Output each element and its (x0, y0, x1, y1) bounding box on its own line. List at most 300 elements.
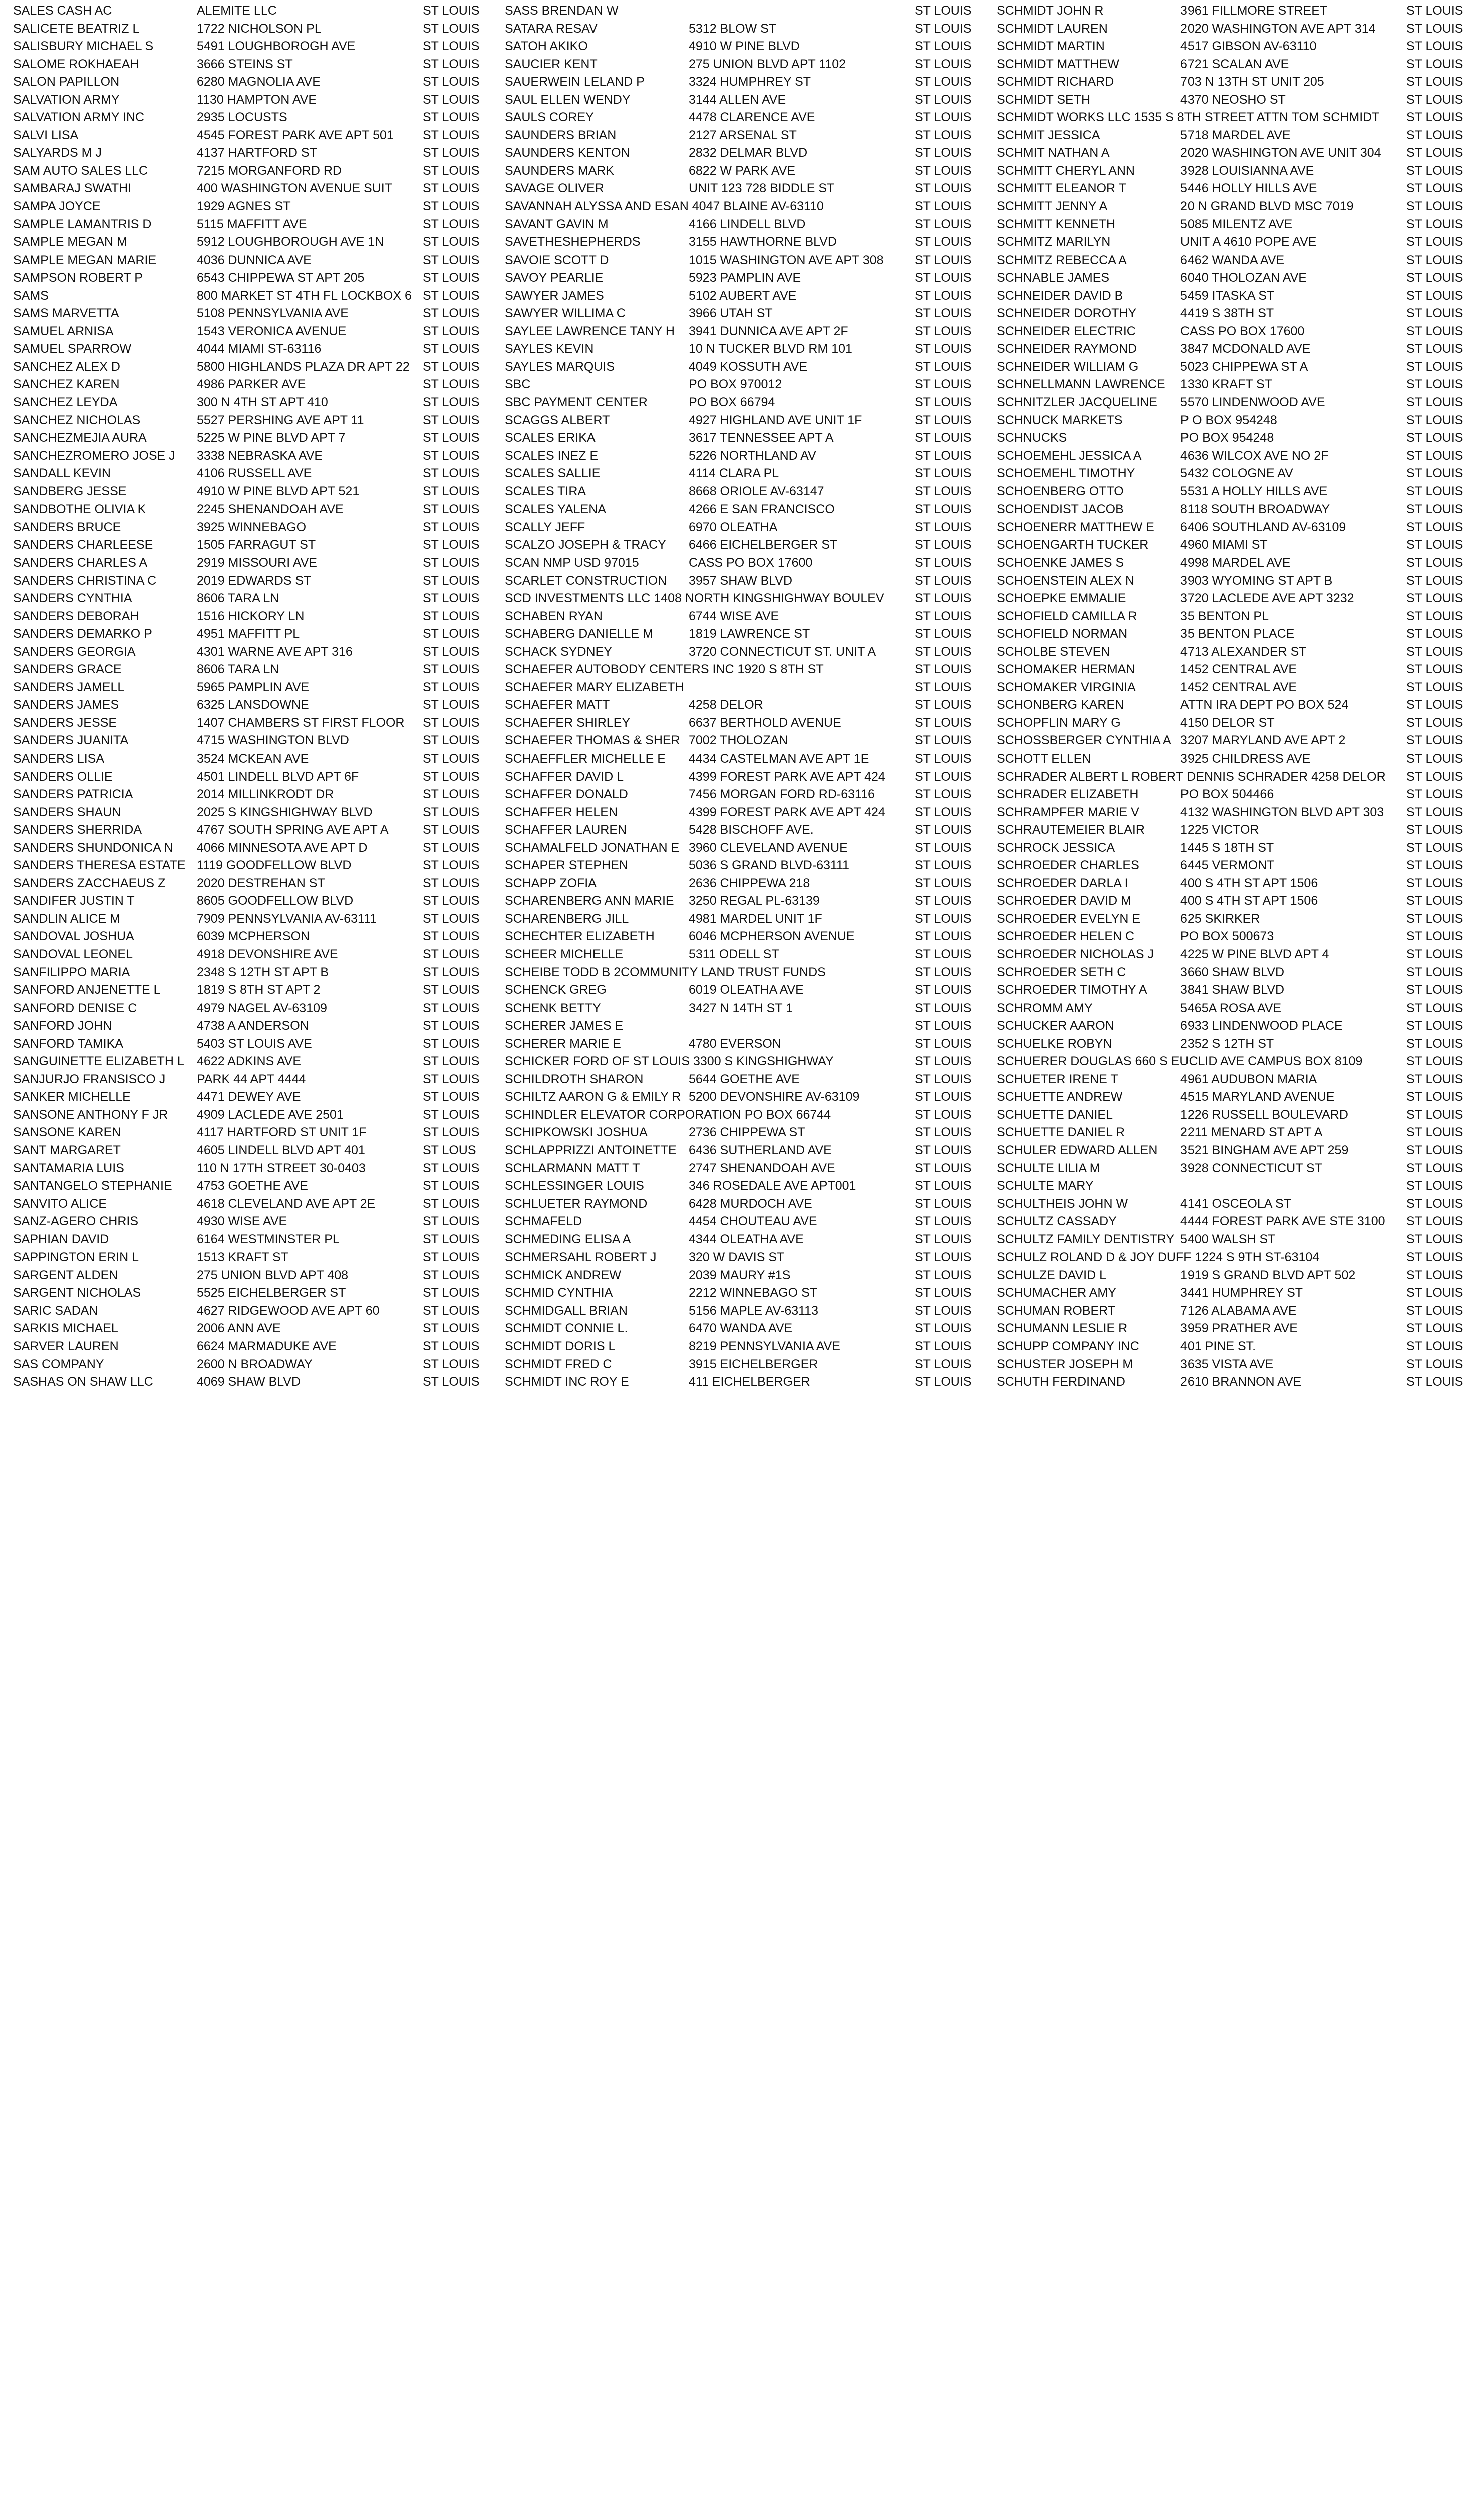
listing-row (505, 536, 986, 554)
owner-address: 2025 S KINGSHIGHWAY BLVD (197, 805, 373, 819)
listing-row (13, 1088, 494, 1106)
owner-address: 4049 KOSSUTH AVE (689, 359, 808, 374)
owner-city: ST LOUIS (423, 1161, 480, 1175)
listing-row (13, 839, 494, 857)
owner-city: ST LOUIS (915, 1161, 972, 1175)
listing-row (505, 839, 986, 857)
listing-row (997, 714, 1477, 732)
owner-city: ST LOUIS (1406, 377, 1463, 392)
listing-row (505, 412, 986, 430)
listing-row (13, 1053, 494, 1071)
listing-row (13, 1177, 494, 1195)
owner-city: ST LOUIS (1406, 1214, 1463, 1229)
owner-name: SAMPA JOYCE (13, 199, 101, 214)
listing-row (997, 964, 1477, 982)
owner-city: ST LOUIS (1406, 57, 1463, 71)
owner-address: 2747 SHENANDOAH AVE (689, 1161, 835, 1175)
listing-row (997, 287, 1477, 305)
owner-city: ST LOUIS (423, 644, 480, 659)
owner-name: SAYLES KEVIN (505, 342, 594, 356)
owner-name: SCHOENGARTH TUCKER (997, 538, 1149, 552)
owner-city: ST LOUIS (915, 733, 972, 748)
owner-name: SCHRAUTEMEIER BLAIR (997, 823, 1145, 837)
listing-row (13, 216, 494, 234)
owner-name: SCHULER EDWARD ALLEN (997, 1143, 1158, 1157)
owner-address: 2211 MENARD ST APT A (1180, 1125, 1323, 1140)
owner-city: ST LOUIS (423, 253, 480, 267)
listing-row (505, 1142, 986, 1160)
owner-name: SCHNUCK MARKETS (997, 413, 1123, 427)
owner-city: ST LOUIS (1406, 448, 1463, 463)
owner-address: CASS PO BOX 17600 (689, 555, 813, 570)
owner-city: ST LOUIS (915, 591, 972, 606)
listing-row (505, 857, 986, 875)
listing-row (505, 1302, 986, 1320)
owner-city: ST LOUIS (1406, 609, 1463, 623)
owner-city: ST LOUIS (423, 395, 480, 410)
listing-row (13, 162, 494, 180)
owner-name: SCHOEMEHL TIMOTHY (997, 466, 1135, 481)
owner-address: 3660 SHAW BLVD (1180, 965, 1285, 979)
owner-address: 4301 WARNE AVE APT 316 (197, 644, 353, 659)
owner-city: ST LOUIS (915, 1268, 972, 1282)
owner-name: SAVANT GAVIN M (505, 217, 609, 231)
owner-city: ST LOUIS (915, 823, 972, 837)
owner-city: ST LOUIS (1406, 751, 1463, 766)
owner-address: 3847 MCDONALD AVE (1180, 342, 1311, 356)
owner-address: 6280 MAGNOLIA AVE (197, 75, 321, 89)
owner-city: ST LOUIS (915, 342, 972, 356)
owner-city: ST LOUIS (1406, 92, 1463, 107)
listing-row (13, 608, 494, 626)
owner-name: SCHROCK JESSICA (997, 840, 1115, 855)
owner-address: 1929 AGNES ST (197, 199, 291, 214)
owner-name: SANTANGELO STEPHANIE (13, 1179, 172, 1193)
owner-name: SCHNEIDER WILLIAM G (997, 359, 1139, 374)
owner-city: ST LOUIS (915, 911, 972, 926)
owner-city: ST LOUIS (1406, 858, 1463, 873)
listing-row (505, 1248, 986, 1267)
owner-city: ST LOUIS (423, 715, 480, 730)
owner-address: 4517 GIBSON AV-63110 (1180, 39, 1317, 54)
owner-name: SANDERS SHAUN (13, 805, 121, 819)
owner-address: 4515 MARYLAND AVENUE (1180, 1090, 1335, 1104)
owner-name: SCHAFFER DAVID L (505, 769, 624, 784)
owner-city: ST LOUIS (423, 502, 480, 517)
listing-row (13, 127, 494, 145)
owner-name: SCHROEDER TIMOTHY A (997, 983, 1147, 997)
owner-address: 4478 CLARENCE AVE (689, 110, 815, 125)
owner-address: 6428 MURDOCH AVE (689, 1196, 812, 1211)
owner-address: 6637 BERTHOLD AVENUE (689, 715, 841, 730)
owner-address: 1819 S 8TH ST APT 2 (197, 983, 321, 997)
owner-address: 5023 CHIPPEWA ST A (1180, 359, 1308, 374)
owner-address: 3521 BINGHAM AVE APT 259 (1180, 1143, 1349, 1157)
owner-address: 4909 LACLEDE AVE 2501 (197, 1107, 344, 1122)
owner-address: 1130 HAMPTON AVE (197, 92, 317, 107)
owner-city: ST LOUIS (915, 1054, 972, 1069)
owner-name: SANDBERG JESSE (13, 484, 127, 498)
owner-name: SCHMIT JESSICA (997, 128, 1100, 142)
owner-city: ST LOUIS (1406, 733, 1463, 748)
listing-row (505, 1338, 986, 1356)
owner-name: SCHMITT KENNETH (997, 217, 1116, 231)
owner-name: SCHULTZ CASSADY (997, 1214, 1117, 1229)
owner-name: SCHMICK ANDREW (505, 1268, 621, 1282)
owner-city: ST LOUIS (423, 894, 480, 908)
owner-address: PO BOX 970012 (689, 377, 782, 392)
owner-address: 1452 CENTRAL AVE (1180, 662, 1297, 677)
owner-address: 2600 N BROADWAY (197, 1357, 313, 1371)
owner-address: 4066 MINNESOTA AVE APT D (197, 840, 368, 855)
owner-city: ST LOUIS (423, 538, 480, 552)
owner-city: ST LOUIS (1406, 324, 1463, 338)
owner-address: ATTN IRA DEPT PO BOX 524 (1180, 698, 1349, 712)
listing-row (13, 287, 494, 305)
listing-row (13, 750, 494, 768)
owner-name-address: SCHEIBE TODD B 2COMMUNITY LAND TRUST FUNDS (505, 965, 826, 979)
listing-row (997, 554, 1477, 572)
listing-row (997, 1302, 1477, 1320)
owner-address: 3915 EICHELBERGER (689, 1357, 818, 1371)
owner-name: SCHAEFFLER MICHELLE E (505, 751, 666, 766)
owner-city: ST LOUIS (1406, 823, 1463, 837)
owner-name: SALICETE BEATRIZ L (13, 21, 140, 36)
owner-address: 4166 LINDELL BLVD (689, 217, 806, 231)
owner-name: SAMUEL ARNISA (13, 324, 114, 338)
owner-city: ST LOUIS (1406, 662, 1463, 677)
owner-city: ST LOUIS (915, 1339, 972, 1354)
owner-address: 4910 W PINE BLVD APT 521 (197, 484, 360, 498)
listing-row (997, 394, 1477, 412)
owner-name: SCHOLBE STEVEN (997, 644, 1110, 659)
owner-city: ST LOUIS (1406, 1286, 1463, 1300)
listing-row (997, 839, 1477, 857)
owner-name: SCHRADER ELIZABETH (997, 787, 1139, 802)
owner-city: ST LOUIS (915, 431, 972, 445)
owner-city: ST LOUIS (423, 911, 480, 926)
listing-row (997, 376, 1477, 394)
owner-name: SCHROEDER DAVID M (997, 894, 1132, 908)
owner-address: 4501 LINDELL BLVD APT 6F (197, 769, 359, 784)
owner-name: SCHMIDGALL BRIAN (505, 1303, 628, 1318)
owner-city: ST LOUIS (423, 1268, 480, 1282)
owner-city: ST LOUIS (1406, 288, 1463, 303)
owner-name: SCHROEDER SETH C (997, 965, 1126, 979)
owner-name: SCHMAFELD (505, 1214, 582, 1229)
owner-address: 2127 ARSENAL ST (689, 128, 797, 142)
listing-column-1 (13, 2, 494, 1391)
owner-address: 4738 A ANDERSON (197, 1019, 309, 1033)
owner-address: 2019 EDWARDS ST (197, 573, 312, 588)
owner-city: ST LOUIS (915, 484, 972, 498)
listing-row (997, 216, 1477, 234)
owner-name: SCHROEDER CHARLES (997, 858, 1139, 873)
owner-address: 2212 WINNEBAGO ST (689, 1286, 818, 1300)
owner-city: ST LOUIS (423, 288, 480, 303)
owner-city: ST LOUIS (423, 929, 480, 944)
owner-address: 4910 W PINE BLVD (689, 39, 800, 54)
owner-name: SAMS (13, 288, 49, 303)
owner-name: SAMPSON ROBERT P (13, 271, 143, 285)
listing-row (13, 946, 494, 964)
listing-row (997, 500, 1477, 519)
owner-address: 4399 FOREST PARK AVE APT 424 (689, 805, 885, 819)
owner-name: SANDERS CHRISTINA C (13, 573, 157, 588)
owner-name: SCHROEDER EVELYN E (997, 911, 1141, 926)
owner-name: SCHMIDT CONNIE L. (505, 1321, 628, 1336)
owner-address: 3928 CONNECTICUT ST (1180, 1161, 1322, 1175)
owner-name: SANCHEZ ALEX D (13, 359, 120, 374)
owner-address: 4627 RIDGEWOOD AVE APT 60 (197, 1303, 380, 1318)
owner-city: ST LOUIS (423, 1375, 480, 1389)
owner-name: SAUNDERS KENTON (505, 146, 630, 160)
owner-name: SCHILTZ AARON G & EMILY R (505, 1090, 681, 1104)
owner-name: SCHEER MICHELLE (505, 947, 624, 961)
listing-row (997, 305, 1477, 323)
listing-row (997, 1373, 1477, 1391)
owner-name: SCALZO JOSEPH & TRACY (505, 538, 666, 552)
owner-city: ST LOUIS (915, 163, 972, 178)
owner-address: 6046 MCPHERSON AVENUE (689, 929, 855, 944)
owner-address: 5312 BLOW ST (689, 21, 777, 36)
owner-address: 3966 UTAH ST (689, 306, 773, 321)
listing-row (997, 1320, 1477, 1338)
owner-city: ST LOUIS (1406, 413, 1463, 427)
listing-row (505, 750, 986, 768)
owner-name: SAMS MARVETTA (13, 306, 119, 321)
owner-address: 4981 MARDEL UNIT 1F (689, 911, 822, 926)
listing-row (13, 1124, 494, 1142)
owner-address: 1722 NICHOLSON PL (197, 21, 322, 36)
owner-city: ST LOUIS (915, 110, 972, 125)
listing-row (997, 1053, 1477, 1071)
owner-name: SANDERS SHERRIDA (13, 823, 142, 837)
listing-row (505, 340, 986, 358)
owner-name: SAMUEL SPARROW (13, 342, 132, 356)
owner-name: SANCHEZMEJIA AURA (13, 431, 147, 445)
listing-row (13, 821, 494, 839)
owner-city: ST LOUIS (1406, 395, 1463, 410)
owner-address: 1445 S 18TH ST (1180, 840, 1274, 855)
owner-address: 5525 EICHELBERGER ST (197, 1286, 346, 1300)
listing-row (997, 1177, 1477, 1195)
listing-row (13, 1160, 494, 1178)
owner-name: SCALES SALLIE (505, 466, 601, 481)
owner-city: ST LOUIS (1406, 876, 1463, 890)
owner-city: ST LOUIS (423, 555, 480, 570)
owner-name: SCHIPKOWSKI JOSHUA (505, 1125, 648, 1140)
owner-address: PO BOX 66794 (689, 395, 775, 410)
owner-name: SCHROEDER DARLA I (997, 876, 1128, 890)
owner-city: ST LOUIS (1406, 110, 1463, 125)
owner-name: SCHMIDT JOHN R (997, 4, 1104, 18)
owner-address: 4258 DELOR (689, 698, 763, 712)
owner-city: ST LOUIS (915, 1072, 972, 1086)
owner-address: 3925 WINNEBAGO (197, 520, 307, 534)
owner-name: SAS COMPANY (13, 1357, 104, 1371)
footer (0, 1402, 1484, 1449)
owner-city: ST LOUIS (1406, 75, 1463, 89)
listing-row (505, 981, 986, 999)
owner-address: 3720 LACLEDE AVE APT 3232 (1180, 591, 1354, 606)
listing-row (13, 376, 494, 394)
owner-name: SANDERS CHARLES A (13, 555, 148, 570)
owner-address: 1543 VERONICA AVENUE (197, 324, 347, 338)
owner-address: 5465A ROSA AVE (1180, 1000, 1282, 1015)
owner-name: SALVI LISA (13, 128, 79, 142)
listing-row (997, 340, 1477, 358)
owner-address: 4444 FOREST PARK AVE STE 3100 (1180, 1214, 1385, 1229)
owner-address: 5115 MAFFITT AVE (197, 217, 307, 231)
owner-address: 5225 W PINE BLVD APT 7 (197, 431, 346, 445)
owner-address: 4927 HIGHLAND AVE UNIT 1F (689, 413, 862, 427)
owner-city: ST LOUIS (1406, 983, 1463, 997)
owner-city: ST LOUIS (423, 1339, 480, 1354)
owner-name: SAULS COREY (505, 110, 594, 125)
owner-city: ST LOUIS (1406, 1054, 1463, 1069)
owner-city: ST LOUIS (1406, 627, 1463, 641)
owner-city: ST LOUIS (423, 1000, 480, 1015)
listing-row (13, 696, 494, 714)
listing-row (997, 1071, 1477, 1089)
owner-name: SANDERS OLLIE (13, 769, 113, 784)
owner-name-address: SCHRADER ALBERT L ROBERT DENNIS SCHRADER 4258 DELOR (997, 769, 1386, 784)
listing-row (13, 910, 494, 928)
owner-city: ST LOUIS (915, 894, 972, 908)
owner-address: 3617 TENNESSEE APT A (689, 431, 834, 445)
listing-row (13, 500, 494, 519)
owner-address: 8606 TARA LN (197, 591, 279, 606)
owner-name: SCHOMAKER HERMAN (997, 662, 1135, 677)
listing-row (13, 572, 494, 590)
owner-name: SARGENT NICHOLAS (13, 1286, 141, 1300)
owner-city: ST LOUIS (1406, 39, 1463, 54)
listing-row (505, 732, 986, 750)
owner-name: SCHUETTE DANIEL (997, 1107, 1113, 1122)
owner-address: 3635 VISTA AVE (1180, 1357, 1274, 1371)
owner-name: SALVATION ARMY (13, 92, 120, 107)
owner-city: ST LOUIS (915, 306, 972, 321)
owner-address: 2020 WASHINGTON AVE UNIT 304 (1180, 146, 1381, 160)
listing-row (997, 56, 1477, 74)
listing-row (13, 412, 494, 430)
owner-name: SANVITO ALICE (13, 1196, 107, 1211)
listing-row (997, 625, 1477, 643)
owner-name: SCHLUETER RAYMOND (505, 1196, 648, 1211)
owner-name: SANFORD ANJENETTE L (13, 983, 161, 997)
owner-address: CASS PO BOX 17600 (1180, 324, 1305, 338)
listing-row (505, 252, 986, 270)
owner-city: ST LOUIS (423, 75, 480, 89)
owner-name: SANFORD JOHN (13, 1019, 112, 1033)
owner-city: ST LOUIS (915, 680, 972, 694)
listing-row (997, 198, 1477, 216)
listing-row (505, 892, 986, 910)
owner-name: SAYLES MARQUIS (505, 359, 615, 374)
owner-name: SAUERWEIN LELAND P (505, 75, 645, 89)
owner-city: ST LOUIS (915, 929, 972, 944)
owner-address: 4918 DEVONSHIRE AVE (197, 947, 338, 961)
listing-row (505, 162, 986, 180)
owner-name: SCHOENSTEIN ALEX N (997, 573, 1135, 588)
owner-city: ST LOUIS (1406, 1375, 1463, 1389)
owner-name: SANDERS PATRICIA (13, 787, 133, 802)
owner-name: SCHMIT NATHAN A (997, 146, 1110, 160)
owner-address: 3250 REGAL PL-63139 (689, 894, 820, 908)
listing-row (13, 305, 494, 323)
owner-city: ST LOUIS (915, 840, 972, 855)
listing-row (13, 2, 494, 20)
listing-row (997, 661, 1477, 679)
owner-city: ST LOUIS (915, 1375, 972, 1389)
owner-city: ST LOUIS (915, 876, 972, 890)
listing-row (13, 804, 494, 822)
owner-city: ST LOUIS (915, 805, 972, 819)
owner-name: SAUCIER KENT (505, 57, 598, 71)
owner-name: SALYARDS M J (13, 146, 102, 160)
owner-city: ST LOUIS (1406, 1232, 1463, 1246)
listing-row (505, 804, 986, 822)
owner-name: SCAN NMP USD 97015 (505, 555, 639, 570)
listing-column-2 (505, 2, 986, 1391)
listing-row (505, 269, 986, 287)
owner-address: 4780 EVERSON (689, 1036, 781, 1051)
listing-row (13, 394, 494, 412)
listing-row (997, 1267, 1477, 1285)
owner-city: ST LOUIS (423, 413, 480, 427)
owner-city: ST LOUIS (423, 823, 480, 837)
owner-city: ST LOUIS (1406, 1125, 1463, 1140)
listing-row (505, 38, 986, 56)
listing-row (997, 447, 1477, 465)
owner-city: ST LOUIS (1406, 894, 1463, 908)
listing-row (505, 358, 986, 376)
owner-city: ST LOUIS (423, 484, 480, 498)
listing-row (13, 465, 494, 483)
owner-city: ST LOUIS (423, 965, 480, 979)
listing-row (997, 1142, 1477, 1160)
owner-name: SANDERS JUANITA (13, 733, 129, 748)
owner-address: PO BOX 500673 (1180, 929, 1274, 944)
owner-address: 8605 GOODFELLOW BLVD (197, 894, 354, 908)
listing-row (997, 1338, 1477, 1356)
listing-row (997, 252, 1477, 270)
owner-city: ST LOUIS (1406, 484, 1463, 498)
listing-row (997, 109, 1477, 127)
owner-name: SANDOVAL JOSHUA (13, 929, 134, 944)
owner-city: ST LOUIS (1406, 715, 1463, 730)
owner-address: 3841 SHAW BLVD (1180, 983, 1285, 997)
listing-row (505, 625, 986, 643)
owner-city: ST LOUIS (423, 733, 480, 748)
owner-name: SCHUPP COMPANY INC (997, 1339, 1139, 1354)
owner-city: ST LOUIS (915, 769, 972, 784)
listing-row (13, 1373, 494, 1391)
listing-row (505, 500, 986, 519)
listing-row (13, 1267, 494, 1285)
listing-row (997, 946, 1477, 964)
owner-name-address: SCHAEFER AUTOBODY CENTERS INC 1920 S 8TH ST (505, 662, 824, 677)
owner-city: ST LOUIS (915, 39, 972, 54)
owner-address: 4454 CHOUTEAU AVE (689, 1214, 817, 1229)
owner-city: ST LOUIS (915, 253, 972, 267)
owner-name: SCHNEIDER DAVID B (997, 288, 1123, 303)
listing-row (505, 572, 986, 590)
owner-name: SCHUCKER AARON (997, 1019, 1114, 1033)
owner-address: 5965 PAMPLIN AVE (197, 680, 310, 694)
owner-address: 2348 S 12TH ST APT B (197, 965, 329, 979)
